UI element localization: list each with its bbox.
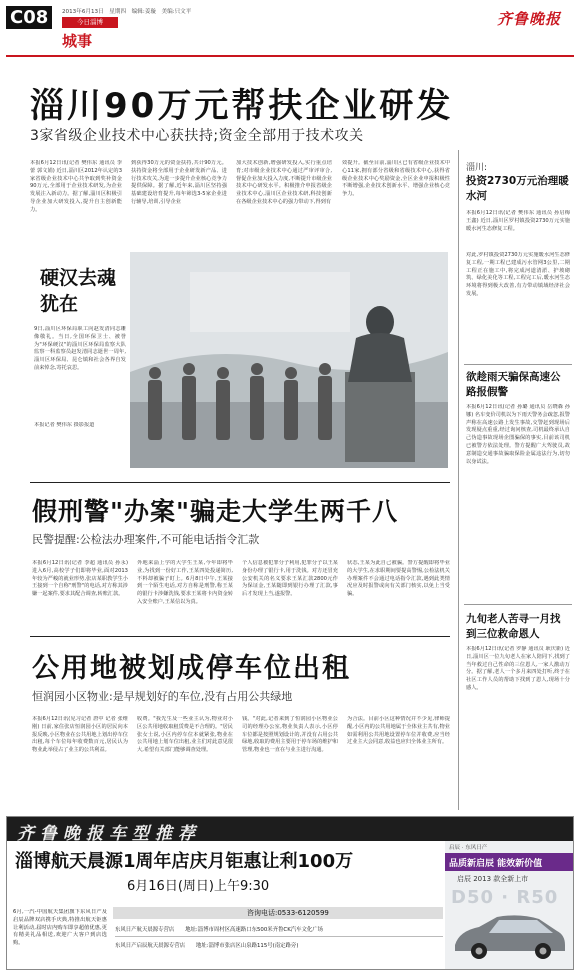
lead-col-3: 加大技术创新,增强研发投入,实行重点培育;对市级企业技术中心通过严审评审合,督促企业加大投入力度,不断提升市级企业技术中心研发水平。积极推介申报省级企业技术中心,淄川区企业技术研,科技创新在各级企业技术中心的强力带动下,得到有 [236,160,332,205]
story3-col-2: 收费。"我先生及一些业主认为,物业对小区公共用地收取租赁费是不合理的。"居民张女士说,小区内停车位本就紧张,物业在公共用地上划车位出租,业主们对此意见很大,希望有关部门能够调查处理。 [137,716,233,754]
ad-block [6,816,574,970]
ad-address-1: 东风日产航天晨源专营店 地址:淄博市周村区高速路口东500米齐鲁CK汽车文化广场 [115,925,443,937]
story2-headline: 假刑警"办案"骗走大学生两千八 [32,497,399,526]
sidebar3-title: 九旬老人苦寻一月找到三位救命恩人 [466,613,561,640]
section-title: 城事 [62,32,93,50]
story2-bottom-rule [30,636,450,637]
sidebar1-title: 投资2730万元治理暖水河 [466,175,569,202]
car-illustration [449,907,569,963]
sidebar1-body: 对此,罗村镇投资2730万元实施暖水河生态修复工程,一期工程已建成污水管网3公里,二期工程正在施工中,将完成河道清淤、护坡砌筑、绿化美化等工程,工程完工后,暖水河生态环境将得到极大改善,有力带动镇域经济社会发展。 [466,252,570,297]
masthead [0,0,580,60]
ad-right-brand: 启辰 · 东风日产 [449,845,488,851]
section-tag: 今日淄博 [62,17,118,28]
sidebar-divider [458,150,459,810]
masthead-rule [6,55,574,57]
ad-left-text: 6月,一汽-中国航天集团旗下东风日产及启辰品牌双店携手庆典,特推出航天钜惠让利活动,届时店内购车即享超值优惠,更有精美礼品相送,欢迎广大客户到店选购。 [13,909,107,947]
story3-subtitle: 恒润园小区物业:是早规划好的车位,没有占用公共绿地 [32,690,293,703]
story2-col-4: 状态,王某为此自己被骗。警方提醒即将毕业的大学生,在求职期间要提高警惕,公检法机关办理案件不会通过电话指令汇款,遇到此类情况应及时报警或向有关部门核实,以免上当受骗。 [347,560,450,598]
ad-date: 6月16日(周日)上午9:30 [127,879,270,894]
lead-col-1: 本报6月12日讯(记者 樊伟东 通讯员 李蕾 郭文娟) 近日,淄川区2012年认定的3家省级企业技术中心共争取到奖补资金90万元,全部用于企业技术研发,为企业发展注入新动力。据了解,淄川区积极引导企业加大研发投入,提升自主创新能力。 [30,160,122,213]
story2-col-3: 个人信息被犯罪分子利用,犯罪分子以王某身份办理了银行卡,用于洗钱。对方还冒充公安机关的名义要求王某汇款2800元作为保证金,王某随即到银行办理了汇款,事后才发现上当,遂报警。 [242,560,338,598]
ad-car-panel [445,841,573,969]
sidebar-rule-2 [464,604,572,605]
story3-col-1: 本报6月12日讯(见习记者 唐中 记者 张维刚) 日前,家住张店恒润园小区的居民向本报反映,小区物业在公共用地上划出停车位出租,每个车位每年收费数百元,居民认为物业此举侵占了业主的公共利益。 [32,716,128,754]
page-code: C08 [6,6,52,29]
photo-illustration [130,252,448,468]
story2-col-1: 本报6月12日讯(记者 李超 通讯员 孙永) 进入6月,高校学子们即将毕业,面对2013年较为严峻的就业形势,张店某职教学生小王接到一个自称"刑警"的电话,对方称其涉嫌一起案件,要求其配合调查,转账汇款。 [32,560,128,598]
ad-phone: 咨询电话:0533-6120599 [247,909,329,917]
ad-address-2: 东风日产启辰航天晨源专营店 地址:淄博市张店区山泉路115号(南定路旁) [115,943,299,949]
photo-story-byline: 本报记者 樊伟东 摄影报道 [34,422,95,428]
lead-subtitle: 3家省级企业技术中心获扶持;资金全部用于技术攻关 [30,128,364,144]
sidebar-rule-1 [464,364,572,365]
story3-col-3: 钱。"对此,记者来到了恒润园小区物业公司的经理办公室,物业负责人表示,小区停车位都是按照规划设计的,并没有占用公共绿地,收取的费用主要用于停车场的维护和管理,物业也一直在与业主进行沟通。 [242,716,338,754]
photo-story-title: 硬汉去魂犹在 [40,267,117,315]
ad-header: 齐鲁晚报车型推荐 [17,824,201,844]
story2-col-2: 外地来淄上学的大学生王某,今年即将毕业,为找到一份好工作,王某四处投递简历,不料却被骗子盯上。6月8日中午,王某接到一个陌生电话,对方自称是刑警,称王某的银行卡涉嫌洗钱,要求王某将卡内资金转入安全账户,王某信以为真。 [137,560,233,605]
ad-right-car-label: D50 · R50 [451,887,559,908]
story3-headline: 公用地被划成停车位出租 [32,653,351,684]
lead-col-4: 效提升。截至目前,淄川区已有省级企业技术中心11家,拥有部分省级和省级技术中心,获得省级企业技术中心奖励资金,全区企业申报积极性不断增强,企业技术创新水平、增强企业核心竞争力。 [342,160,450,198]
story3-col-4: 为合法。目前小区这种情况并不少见,律师提醒,小区内的公共用地属于全体业主共有,物业如需利用公共用地设置停车位并收费,应当经过业主大会同意,收益也应归全体业主所有。 [347,716,450,746]
newspaper-logo: 齐鲁晚报 [497,10,562,28]
ad-right-tagline: 品质新启辰 能效新价值 [449,859,543,869]
sidebar3-body: 本报6月12日讯(记者 罗静 通讯员 耿庆新) 近日,淄川区一位九旬老人在家人陪同下,找到了当年救过自己性命的三位恩人,一家人激动万分。据了解,老人一个多月来四处打听,终于在社区工作人员的帮助下找到了恩人,现场十分感人。 [466,646,570,691]
ad-headline: 淄博航天晨源1周年店庆月钜惠让利100万 [15,851,354,872]
lead-col-2: 到获得30万元的资金扶持,共计90万元。扶持资金将全部用于企业研发新产品、进行技术攻关,为进一步提升企业核心竞争力提供保障。据了解,近年来,淄川区坚持强基础建设培育提升,每年筛选3-5家企业进行辅导,培训,引导企业 [131,160,227,205]
sidebar2-body: 本报6月12日讯(记者 孙璐 通讯员 岳晓森 孙娜) 名车变价司机以为下雨天警务会疏忽,报警声称在高速公路上发生事故,交警赶到现场后发现疑点重重,经过询问核查,司机最终承认自己伪造事故现场企图骗保的事实,目前该司机已被警方依法处理。警方提醒广大驾驶员,故意制造交通事故骗取保险金属违法行为,切勿以身试法。 [466,404,570,465]
ad-right-sub: 启辰 2013 款全新上市 [457,875,529,883]
memorial-photo [130,252,448,468]
sidebar1-tag: 淄川: [466,163,488,173]
lead-bottom-rule [30,482,450,483]
lead-headline: 淄川90万元帮扶企业研发 [30,86,454,126]
photo-story-caption: 9日,淄川区环保局职工向赵发清同志雕像敬礼。当日,全国环保卫士、被誉为"环保硬汉"的淄川区环保局监察大队监察一科监察员赵发清同志逝世一周年,淄川区环保局、昆仑镇和社会各界自发前来悼念,寄托哀思。 [34,326,126,371]
sidebar2-title: 欲趁雨天骗保高速公路报假警 [466,371,561,398]
date-line: 2013年6月13日 星期四 编辑:姜璇 美编:只文平 [62,9,192,15]
sidebar1-byline: 本报6月12日讯(记者 樊伟东 通讯员 孙启梅 王鑫) 近日,淄川区罗村镇投资2730万元实施暖水河生态修复工程。 [466,210,570,232]
story2-subtitle: 民警提醒:公检法办理案件,不可能电话指令汇款 [32,533,260,546]
